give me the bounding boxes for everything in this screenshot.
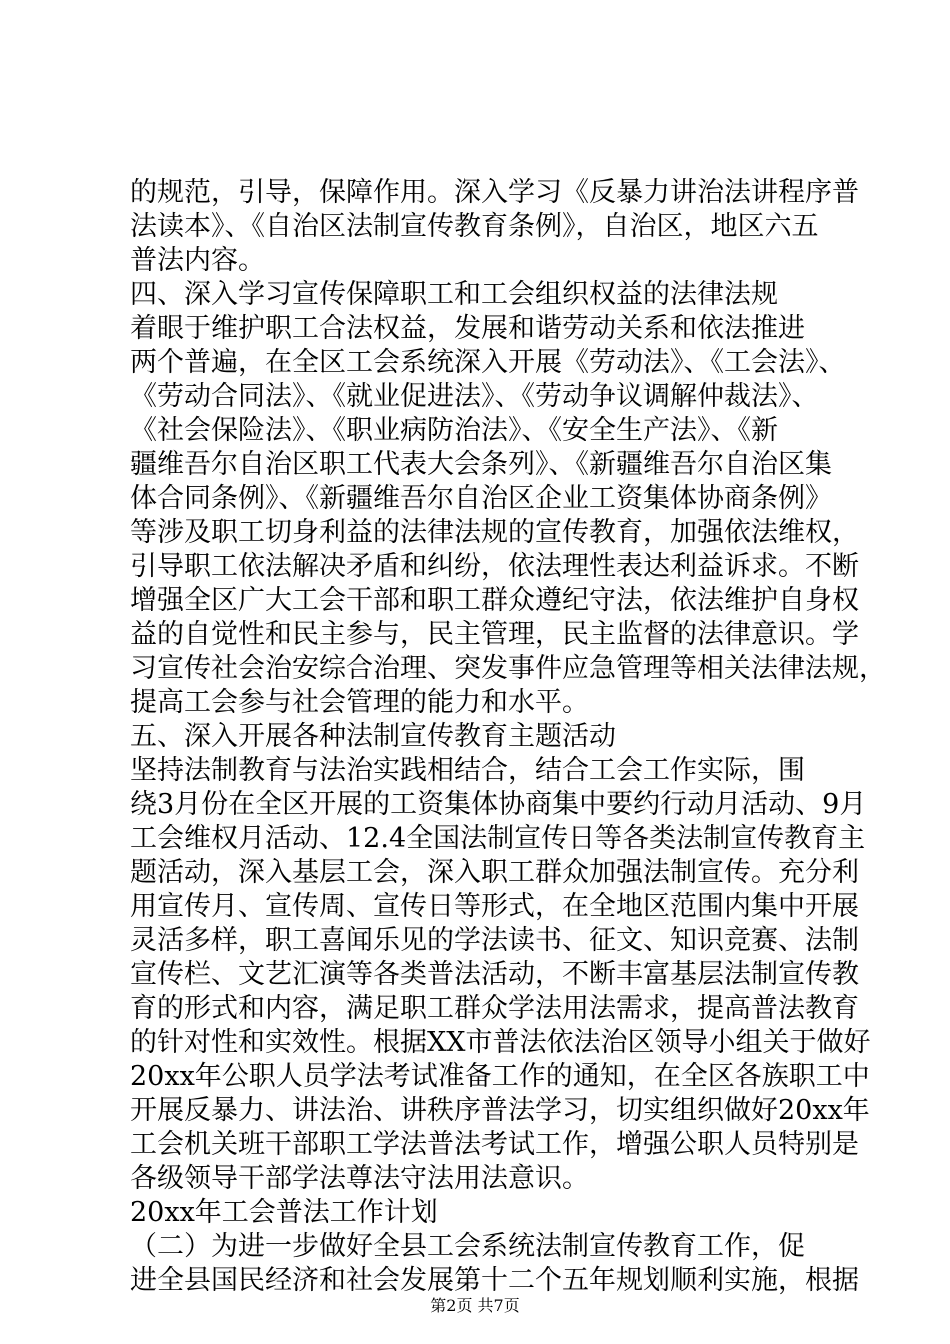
text-line: 宣传栏、文艺汇演等各类普法活动，不断丰富基层法制宣传教 [130, 959, 859, 990]
text-line: （二）为进一步做好全县工会系统法制宣传教育工作，促 [130, 1231, 805, 1262]
section-heading: 五、深入开展各种法制宣传教育主题活动 [130, 721, 616, 752]
text-line: 绕3月份在全区开展的工资集体协商集中要约行动月活动、9月 [130, 789, 867, 820]
text-line: 用宣传月、宣传周、宣传日等形式，在全地区范围内集中开展 [130, 891, 859, 922]
text-line: 等涉及职工切身利益的法律法规的宣传教育，加强依法维权， [130, 517, 859, 548]
text-line: 着眼于维护职工合法权益，发展和谐劳动关系和依法推进 [130, 313, 805, 344]
text-line: 法读本》、《自治区法制宣传教育条例》，自治区，地区六五 [130, 211, 819, 242]
text-line: 工会机关班干部职工学法普法考试工作，增强公职人员特别是 [130, 1129, 859, 1160]
page-number-footer: 第2页 共7页 [430, 1296, 520, 1315]
text-line: 进全县国民经济和社会发展第十二个五年规划顺利实施，根据 [130, 1265, 859, 1296]
text-line: 《社会保险法》、《职业病防治法》、《安全生产法》、《新 [130, 415, 778, 446]
text-line: 引导职工依法解决矛盾和纠纷，依法理性表达利益诉求。不断 [130, 551, 859, 582]
text-line: 题活动，深入基层工会，深入职工群众加强法制宣传。充分利 [130, 857, 859, 888]
section-heading: 四、深入学习宣传保障职工和工会组织权益的法律法规 [130, 279, 778, 310]
text-line: 开展反暴力、讲法治、讲秩序普法学习，切实组织做好20xx年 [130, 1095, 870, 1126]
text-line: 育的形式和内容，满足职工群众学法用法需求，提高普法教育 [130, 993, 859, 1024]
text-line: 灵活多样，职工喜闻乐见的学法读书、征文、知识竞赛、法制 [130, 925, 859, 956]
text-line: 普法内容。 [130, 245, 265, 276]
text-line: 的规范，引导，保障作用。深入学习《反暴力讲治法讲程序普 [130, 177, 859, 208]
text-line: 20xx年公职人员学法考试准备工作的通知，在全区各族职工中 [130, 1061, 870, 1092]
text-line: 坚持法制教育与法治实践相结合，结合工会工作实际，围 [130, 755, 805, 786]
text-line: 提高工会参与社会管理的能力和水平。 [130, 687, 589, 718]
section-title: 20xx年工会普法工作计划 [130, 1197, 438, 1228]
text-line: 《劳动合同法》、《就业促进法》、《劳动争议调解仲裁法》、 [130, 381, 819, 412]
text-line: 两个普遍，在全区工会系统深入开展《劳动法》、《工会法》、 [130, 347, 846, 378]
text-line: 疆维吾尔自治区职工代表大会条列》、《新疆维吾尔自治区集 [130, 449, 832, 480]
text-line: 工会维权月活动、12.4全国法制宣传日等各类法制宣传教育主 [130, 823, 866, 854]
text-line: 增强全区广大工会干部和职工群众遵纪守法，依法维护自身权 [130, 585, 859, 616]
text-line: 体合同条例》、《新疆维吾尔自治区企业工资集体协商条例》 [130, 483, 832, 514]
text-line: 各级领导干部学法尊法守法用法意识。 [130, 1163, 589, 1194]
text-line: 益的自觉性和民主参与，民主管理，民主监督的法律意识。学 [130, 619, 859, 650]
text-line: 习宣传社会治安综合治理、突发事件应急管理等相关法律法规， [130, 653, 886, 684]
text-line: 的针对性和实效性。根据XX市普法依法治区领导小组关于做好 [130, 1027, 871, 1058]
